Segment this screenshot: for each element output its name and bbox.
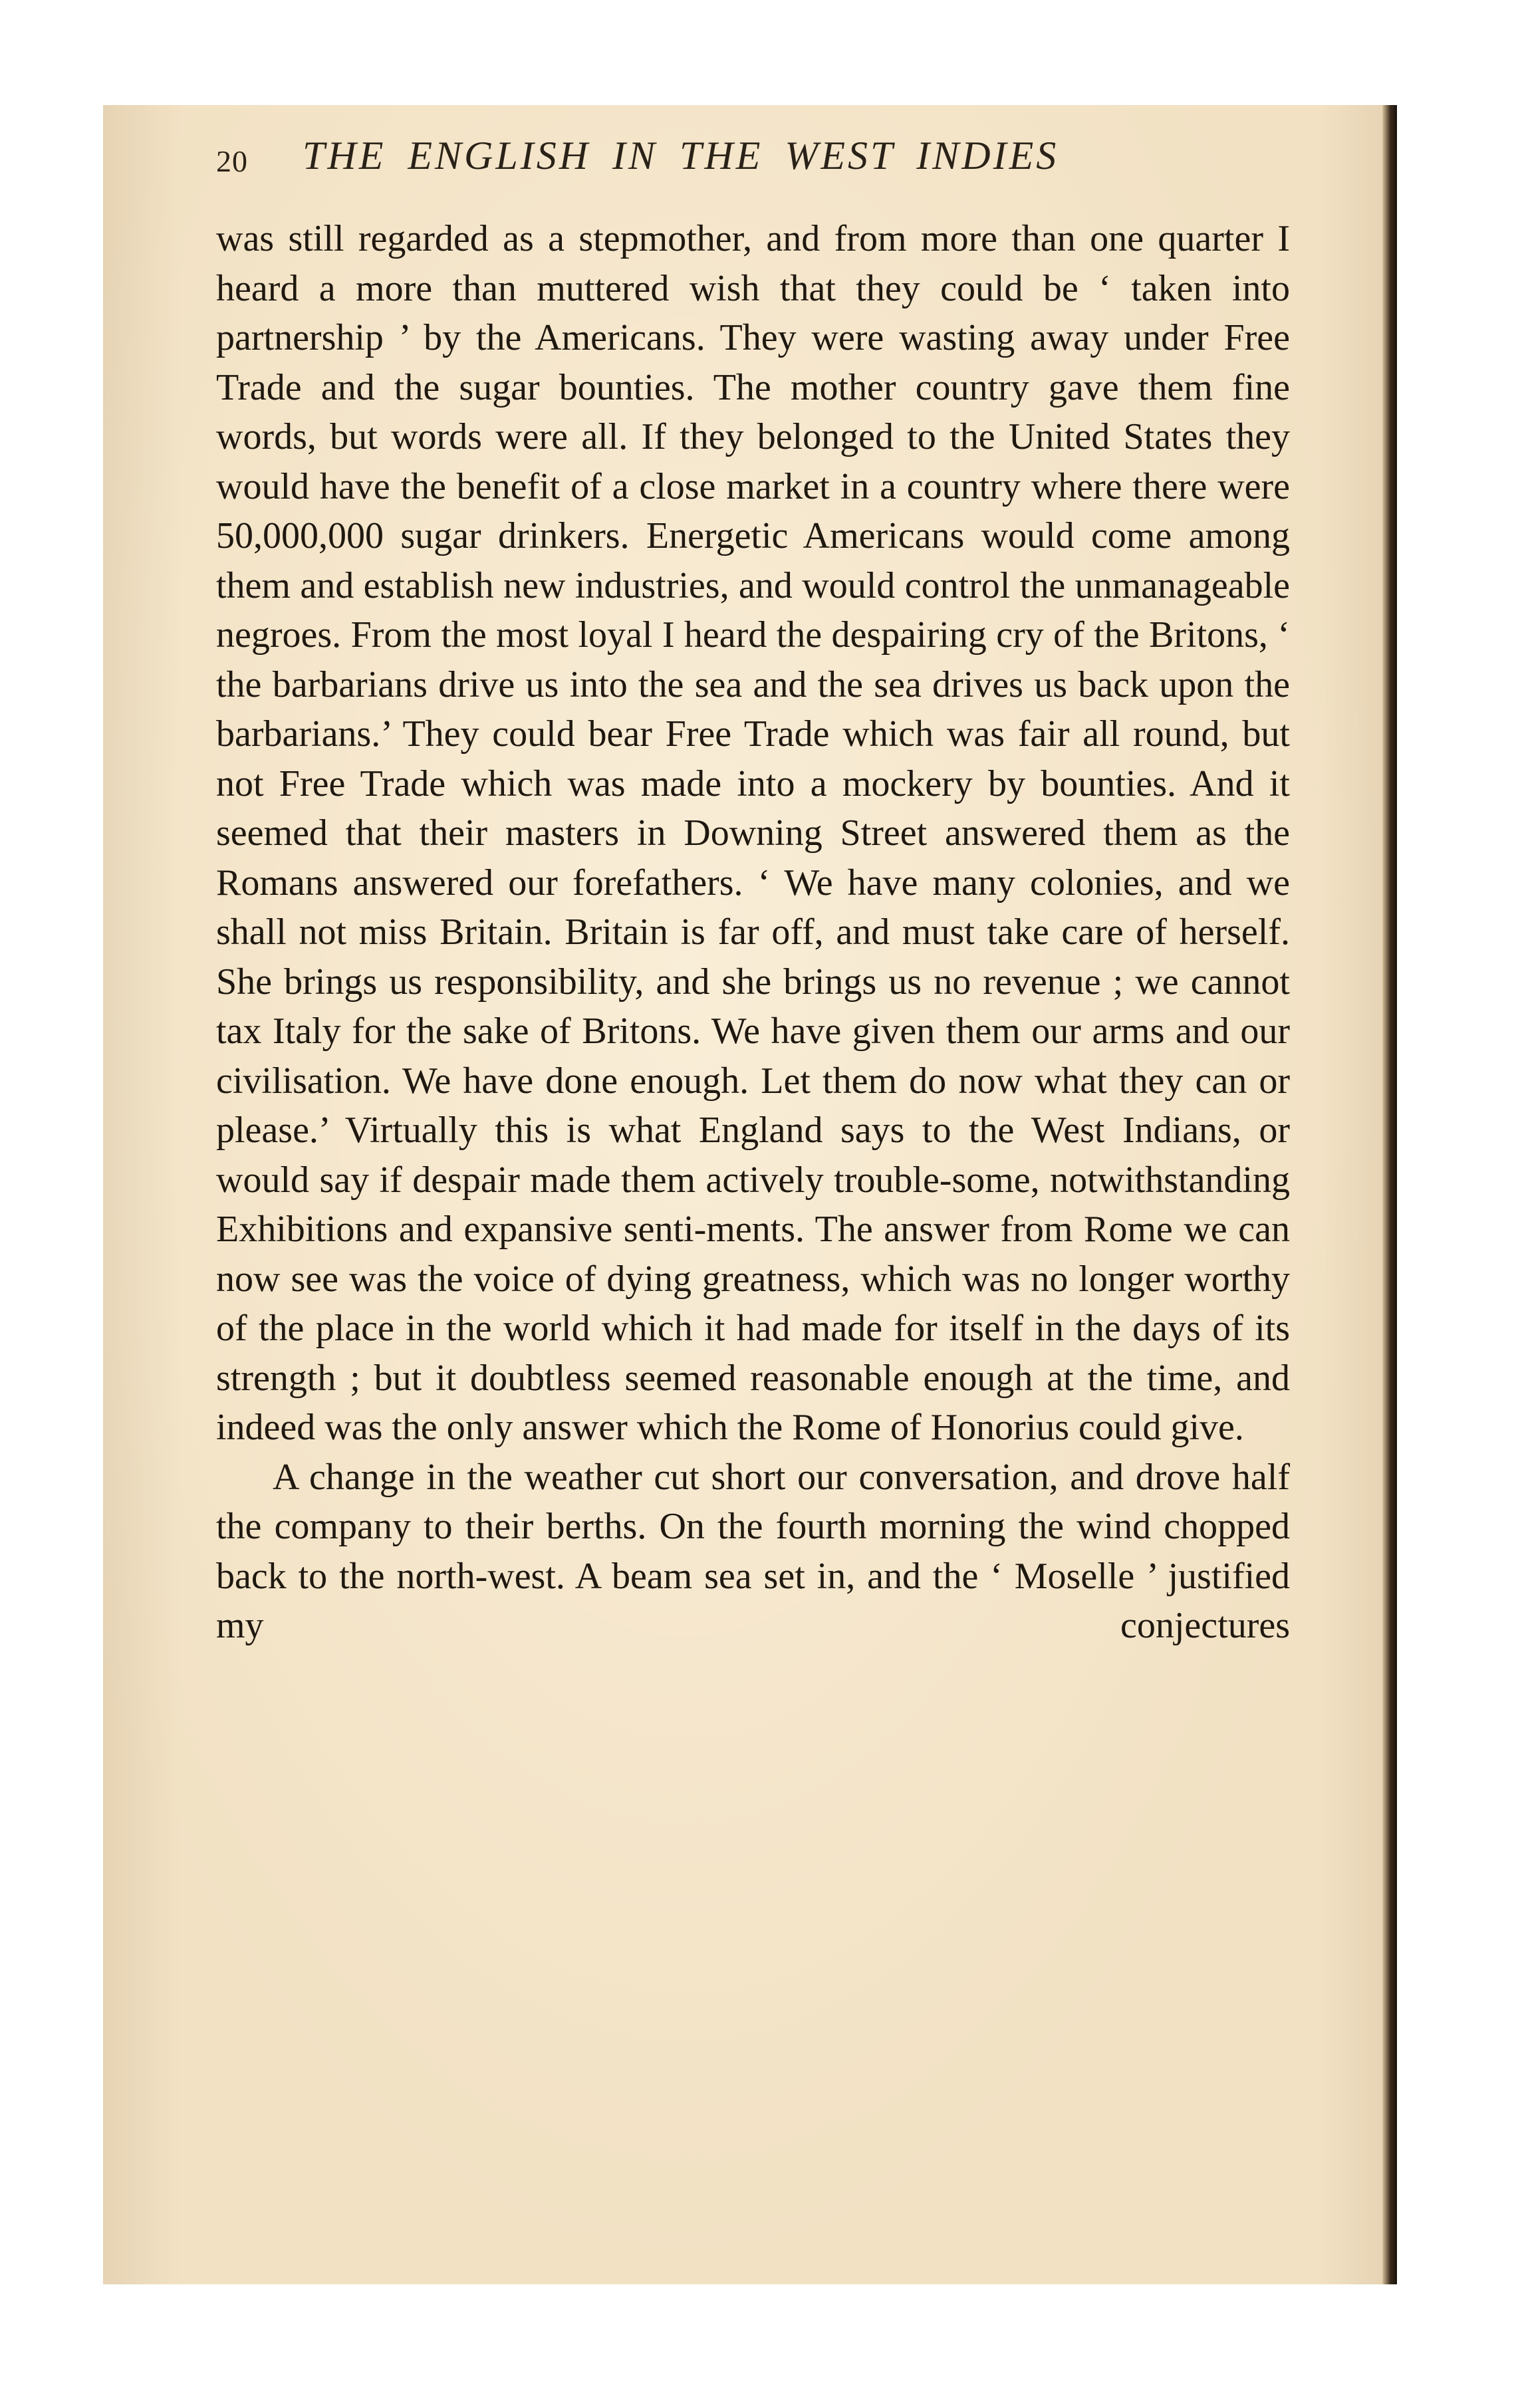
paragraph-1: was still regarded as a stepmother, and from more than one quarter I heard a more than muttered wish that they could be ‘ taken into partnership ’ by the Americans. They were wasting away under Free Trade and the sugar bounties. The mother country gave them fine words, but words were all. If they belonged to the United States they would have the benefit of a close market in a country where there were 50,000,000 sugar drinkers. Energetic Americans would come among them and establish new industries, and would control the unmanageable negroes. From the most loyal I heard the despairing cry of the Britons, ‘ the barbarians drive us into the sea and the sea drives us back upon the barbarians.’ They could bear Free Trade which was fair all round, but not Free Trade which was made into a mockery by bounties. And it seemed that their masters in Downing Street answered them as the Romans answered our forefathers. ‘ We have many colonies, and we shall not miss Britain. Britain is far off, and must take care of herself. She brings us responsibility, and she brings us no revenue ; we cannot tax Italy for the sake of Britons. We have given them our arms and our civilisation. We have done enough. Let them do now what they can or please.’ Virtually this is what England says to the West Indians, or would say if despair made them actively trouble-some, notwithstanding Exhibitions and expansive senti-ments. The answer from Rome we can now see was the voice of dying greatness, which was no longer worthy of the place in the world which it had made for itself in the days of its strength ; but it doubtless seemed reasonable enough at the time, and indeed was the only answer which the Rome of Honorius could give.	[216, 218, 1290, 1448]
book-gutter-shadow	[1382, 105, 1397, 2284]
body-text	[216, 214, 1290, 1651]
page-number: 20	[216, 144, 248, 178]
running-title: THE ENGLISH IN THE WEST INDIES	[303, 134, 1059, 178]
running-header	[216, 133, 1213, 199]
paragraph-2: A change in the weather cut short our conversation, and drove half the company to their berths. On the fourth morning the wind chopped back to the north-west. A beam sea set in, and the ‘ Moselle ’ justified my conjectures	[216, 1456, 1290, 1646]
